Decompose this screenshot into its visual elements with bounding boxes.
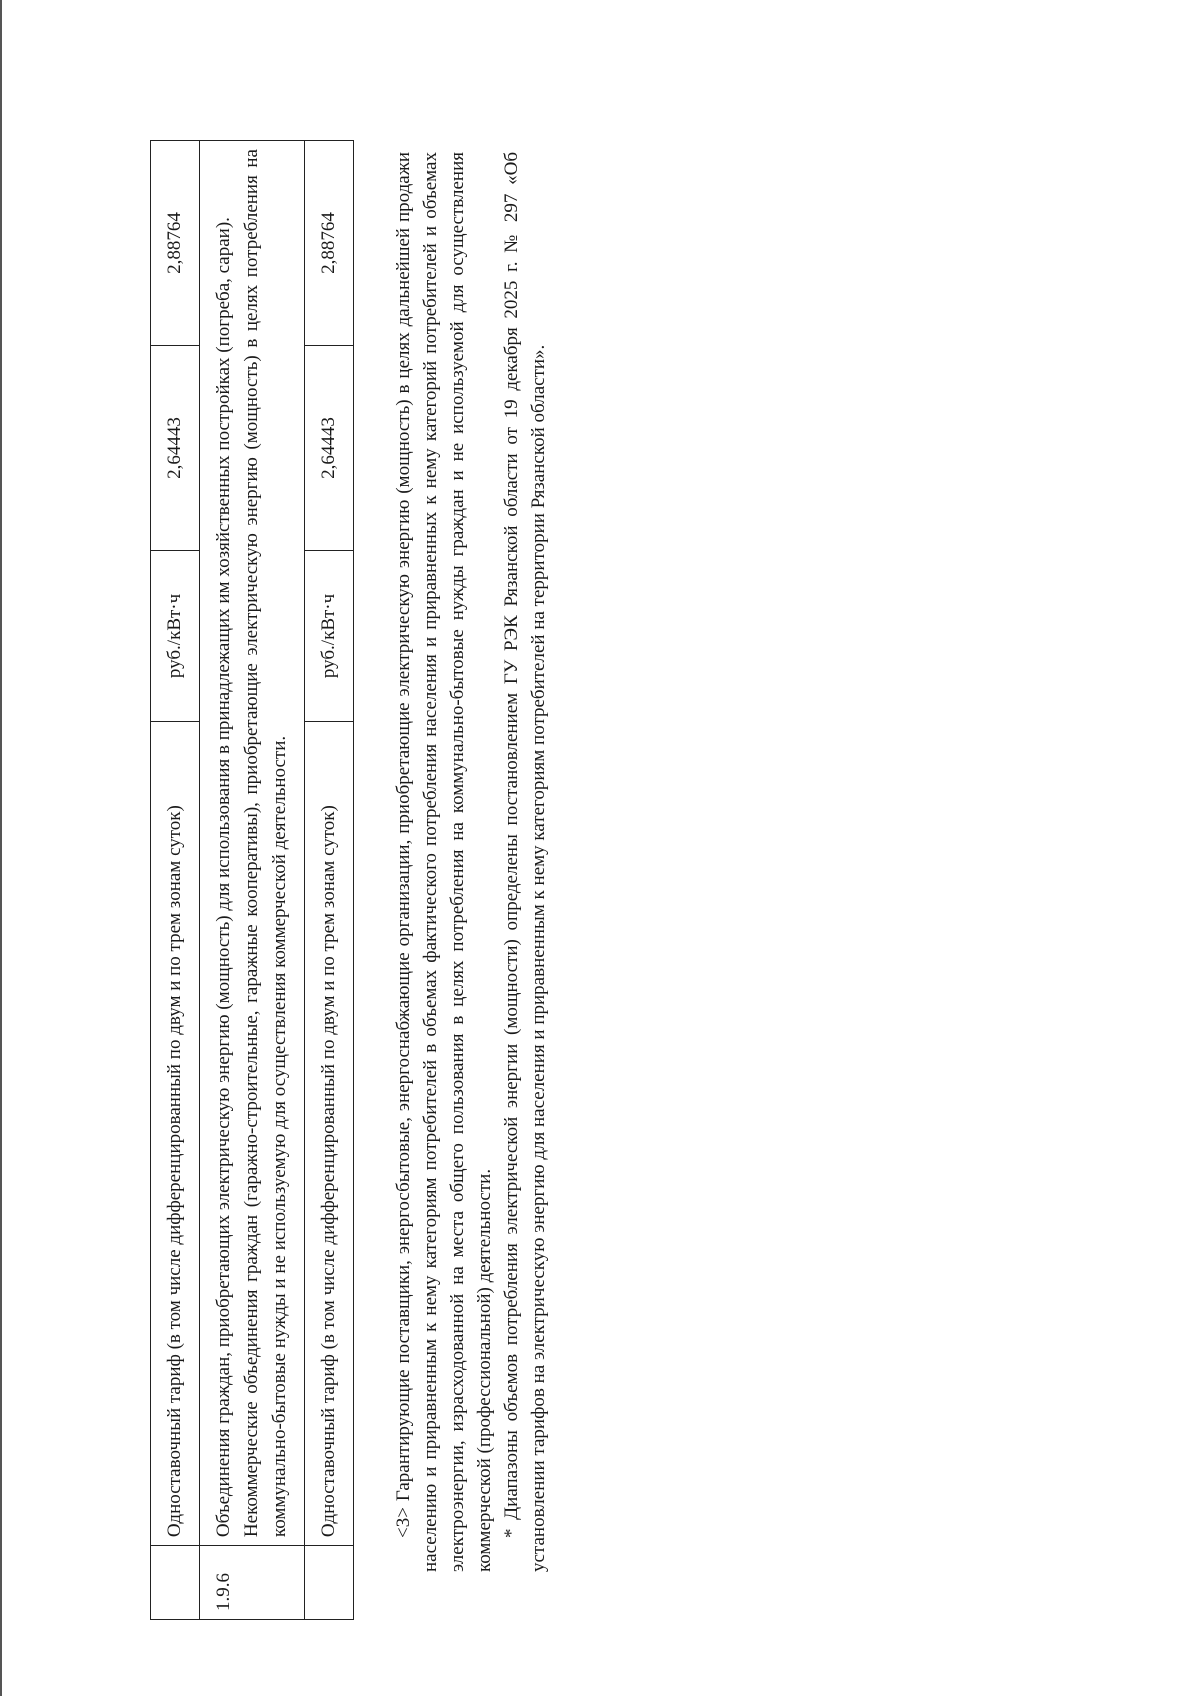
- page-edge-rule: [0, 0, 2, 1696]
- row-value-second-half: 2,88764: [305, 141, 354, 346]
- table-row: [305, 141, 354, 1620]
- row-unit: руб./кВт·ч: [151, 550, 200, 721]
- row-value-first-half: 2,64443: [151, 346, 200, 551]
- row-number: 1.9.6: [200, 1546, 305, 1620]
- table-row: [200, 141, 305, 1620]
- table-row: [151, 141, 200, 1620]
- footnote-asterisk: * Диапазоны объемов потребления электрической энергии (мощности) определены постановлением ГУ РЭК Рязанской области от 19 декабря 2025 г. № 297 «Об установлении тарифов на электрическую энергию для населения и приравненным к нему категориям потребителей на территории Рязанской области».: [501, 152, 549, 1572]
- footnote-3: <3> Гарантирующие поставщики, энергосбытовые, энергоснабжающие организации, приобретающие электрическую энергию (мощность) в целях дальнейшей продажи населению и приравненным к нему категориям потребителей в объемах фактического потребления населения и приравненных к нему категорий потребителей и объемах электроэнергии, израсходованной на места общего пользования в целях потребления на коммунально-бытовые нужды граждан и не используемой для осуществления коммерческой (профессиональной) деятельности.: [393, 152, 495, 1572]
- row-number: [305, 1546, 354, 1620]
- tariff-table: [150, 140, 354, 1620]
- row-description: [305, 721, 354, 1545]
- rotated-page-content: [150, 70, 770, 1630]
- row-value-second-half: 2,88764: [151, 141, 200, 346]
- row-description: [151, 721, 200, 1545]
- description-paragraph: Некоммерческие объединения граждан (гаражно-строительные, гаражные кооперативы), приобретающие электрическую энергию (мощность) в целях потребления на коммунально-бытовые нужды и не используемую для осуществления коммерческой деятельности.: [241, 149, 290, 1538]
- description-paragraph: Объединения граждан, приобретающих электрическую энергию (мощность) для использования в принадлежащих им хозяйственных постройках (погреба, сараи).: [213, 217, 234, 1538]
- description-paragraph: Одноставочный тариф (в том числе дифференцированный по двум и по трем зонам суток): [318, 805, 339, 1538]
- row-number: [151, 1546, 200, 1620]
- description-paragraph: Одноставочный тариф (в том числе дифференцированный по двум и по трем зонам суток): [164, 805, 185, 1538]
- footnotes: [390, 152, 552, 1572]
- row-description: [200, 141, 305, 1546]
- row-value-first-half: 2,64443: [305, 346, 354, 551]
- row-unit: руб./кВт·ч: [305, 550, 354, 721]
